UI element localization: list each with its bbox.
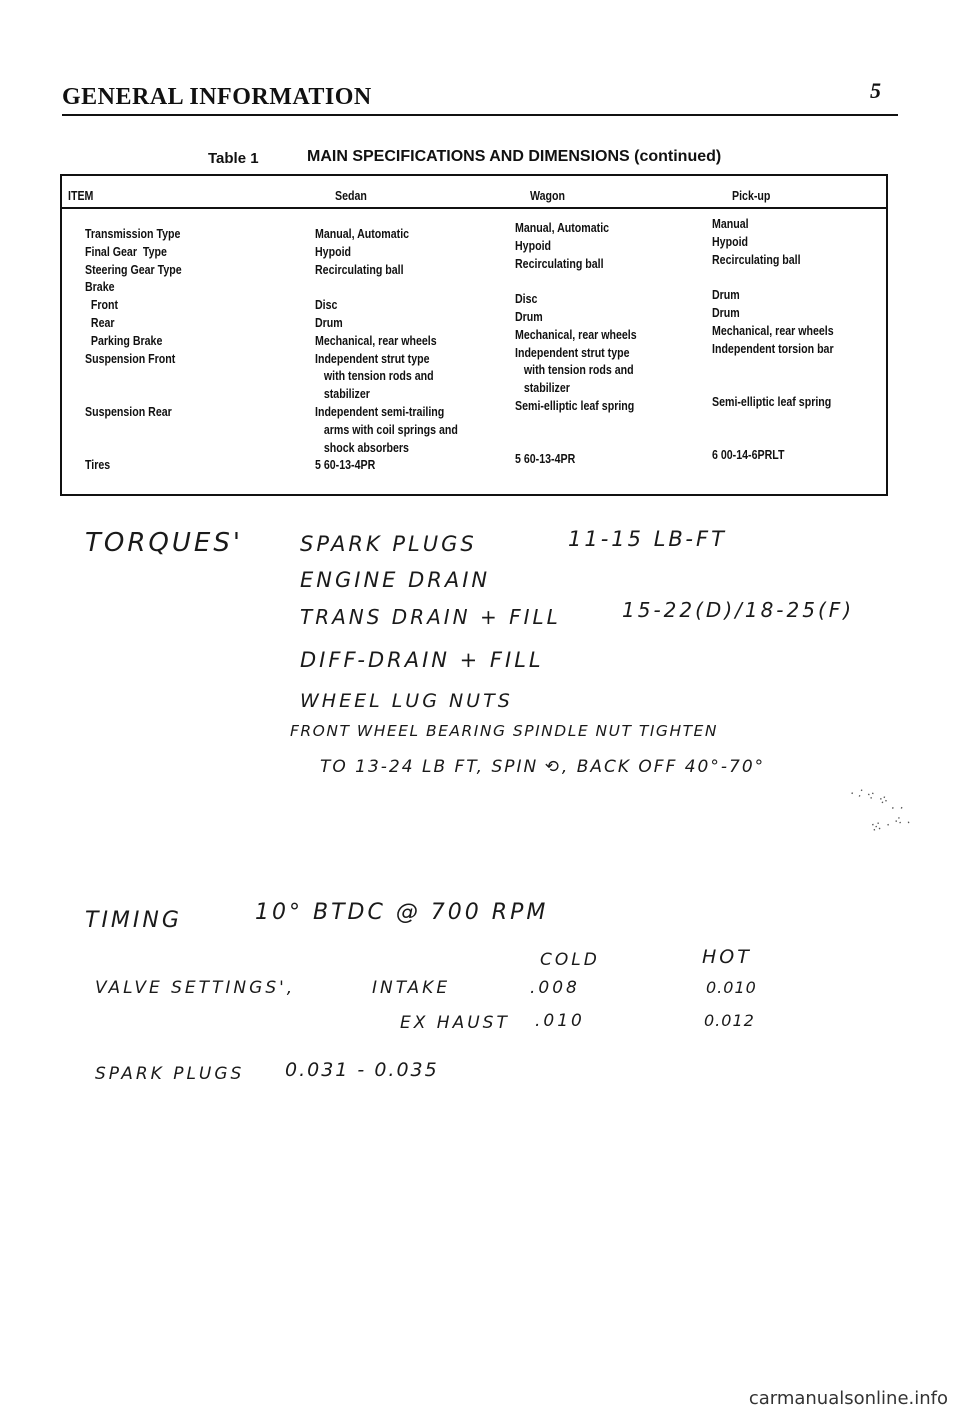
front-wheel-bearing-item: FRONT WHEEL BEARING SPINDLE NUT TIGHTEN: [290, 722, 718, 740]
sedan-cell-line: Drum: [315, 315, 343, 330]
sedan-cell-line: arms with coil springs and: [315, 422, 458, 437]
sedan-cell-line: with tension rods and: [315, 369, 434, 384]
item-cell-line: [85, 386, 182, 404]
pickup-cell-line: Manual: [712, 217, 749, 231]
wagon-cell-line: Recirculating ball: [515, 256, 604, 271]
engine-drain-item: ENGINE DRAIN: [300, 568, 491, 592]
sedan-cell-line: Disc: [315, 298, 338, 313]
timing-value: 10° BTDC @ 700 RPM: [255, 900, 549, 925]
watermark: carmanualsonline.info: [748, 1388, 948, 1409]
wagon-cell-line: Independent strut type: [515, 345, 630, 360]
trans-drain-item: TRANS DRAIN + FILL: [300, 605, 561, 629]
wagon-column: [515, 220, 637, 469]
pickup-cell-line: [712, 269, 834, 287]
item-cell-line: [85, 422, 182, 440]
page-number: 5: [870, 78, 881, 103]
table-label: Table 1: [208, 150, 259, 167]
timing-label: TIMING: [85, 908, 182, 933]
item-cell-line: [85, 368, 182, 386]
item-cell-line: Parking Brake: [85, 333, 163, 348]
item-cell-line: Transmission Type: [85, 227, 181, 241]
item-cell-line: [85, 440, 182, 458]
sedan-cell-line: Hypoid: [315, 244, 352, 259]
item-cell-line: Suspension Rear: [85, 404, 172, 419]
spark-plugs-torque-value: 11-15 LB-FT: [568, 527, 727, 551]
sedan-cell-line: Manual, Automatic: [315, 227, 410, 241]
section-title: GENERAL INFORMATION: [62, 84, 372, 110]
intake-cold-value: .008: [530, 978, 580, 998]
wagon-cell-line: Hypoid: [515, 238, 552, 253]
intake-hot-value: 0.010: [706, 978, 757, 997]
exhaust-hot-value: 0.012: [704, 1011, 755, 1030]
wagon-cell-line: Disc: [515, 292, 538, 307]
column-header-wagon: Wagon: [530, 189, 566, 203]
column-header-item: ITEM: [68, 189, 94, 203]
pickup-cell-line: Semi-elliptic leaf spring: [712, 394, 832, 409]
wagon-cell-line: 5 60-13-4PR: [515, 452, 576, 467]
pickup-cell-line: [712, 376, 834, 394]
pickup-cell-line: Drum: [712, 288, 740, 303]
wagon-cell-line: [515, 273, 637, 291]
torques-label: TORQUES': [85, 528, 243, 558]
item-cell-line: Rear: [85, 315, 115, 330]
sedan-cell-line: shock absorbers: [315, 440, 409, 455]
front-wheel-bearing-spec: TO 13-24 LB FT, SPIN ⟲, BACK OFF 40°-70°: [320, 757, 766, 777]
sedan-cell-line: [315, 279, 458, 297]
hot-header: HOT: [702, 946, 752, 968]
wagon-cell-line: stabilizer: [515, 381, 570, 396]
ink-smudge: ⁙ · ⁖ .: [868, 810, 912, 836]
spark-plugs-torque-item: SPARK PLUGS: [300, 532, 477, 556]
cold-header: COLD: [540, 950, 600, 970]
pickup-cell-line: Independent torsion bar: [712, 341, 834, 356]
wagon-cell-line: Semi-elliptic leaf spring: [515, 398, 635, 413]
pickup-cell-line: 6 00-14-6PRLT: [712, 448, 785, 463]
column-header-pickup: Pick-up: [732, 189, 771, 203]
exhaust-label: EX HAUST: [400, 1013, 510, 1033]
wagon-cell-line: [515, 416, 637, 434]
exhaust-cold-value: .010: [535, 1011, 585, 1031]
wagon-cell-line: Drum: [515, 309, 543, 324]
wagon-cell-line: [515, 434, 637, 452]
item-cell-line: Tires: [85, 458, 111, 473]
table-header-rule: [62, 207, 886, 209]
intake-label: INTAKE: [372, 978, 451, 998]
pickup-cell-line: [712, 358, 834, 376]
pickup-column: [712, 216, 834, 465]
pickup-cell-line: [712, 430, 834, 448]
wagon-cell-line: with tension rods and: [515, 363, 634, 378]
spark-plug-gap-label: SPARK PLUGS: [95, 1064, 245, 1084]
trans-drain-value: 15-22(D)/18-25(F): [622, 598, 855, 622]
wagon-cell-line: Manual, Automatic: [515, 221, 610, 235]
sedan-cell-line: Independent strut type: [315, 351, 430, 366]
sedan-cell-line: 5 60-13-4PR: [315, 458, 376, 473]
sedan-column: [315, 226, 458, 475]
diff-drain-item: DIFF-DRAIN + FILL: [300, 648, 544, 672]
sedan-cell-line: stabilizer: [315, 387, 370, 402]
spark-plug-gap-value: 0.031 - 0.035: [285, 1059, 439, 1081]
wheel-lug-nuts-item: WHEEL LUG NUTS: [300, 690, 513, 712]
sedan-cell-line: Independent semi-trailing: [315, 404, 445, 419]
item-cell-line: Steering Gear Type: [85, 262, 182, 277]
pickup-cell-line: Recirculating ball: [712, 252, 801, 267]
pickup-cell-line: Drum: [712, 305, 740, 320]
pickup-cell-line: [712, 412, 834, 430]
valve-settings-label: VALVE SETTINGS',: [95, 978, 296, 998]
table-title: MAIN SPECIFICATIONS AND DIMENSIONS (continued): [307, 148, 722, 165]
pickup-cell-line: Mechanical, rear wheels: [712, 323, 834, 338]
pickup-cell-line: Hypoid: [712, 234, 749, 249]
item-column: [85, 226, 182, 475]
sedan-cell-line: Recirculating ball: [315, 262, 404, 277]
column-header-sedan: Sedan: [335, 189, 367, 203]
ink-smudge: . : ⁖ ⁘ . ·: [849, 780, 907, 816]
item-cell-line: Final Gear Type: [85, 244, 167, 259]
wagon-cell-line: Mechanical, rear wheels: [515, 327, 637, 342]
sedan-cell-line: Mechanical, rear wheels: [315, 333, 437, 348]
header-rule: [62, 114, 898, 116]
item-cell-line: Front: [85, 298, 119, 313]
item-cell-line: Brake: [85, 280, 115, 295]
item-cell-line: Suspension Front: [85, 351, 176, 366]
